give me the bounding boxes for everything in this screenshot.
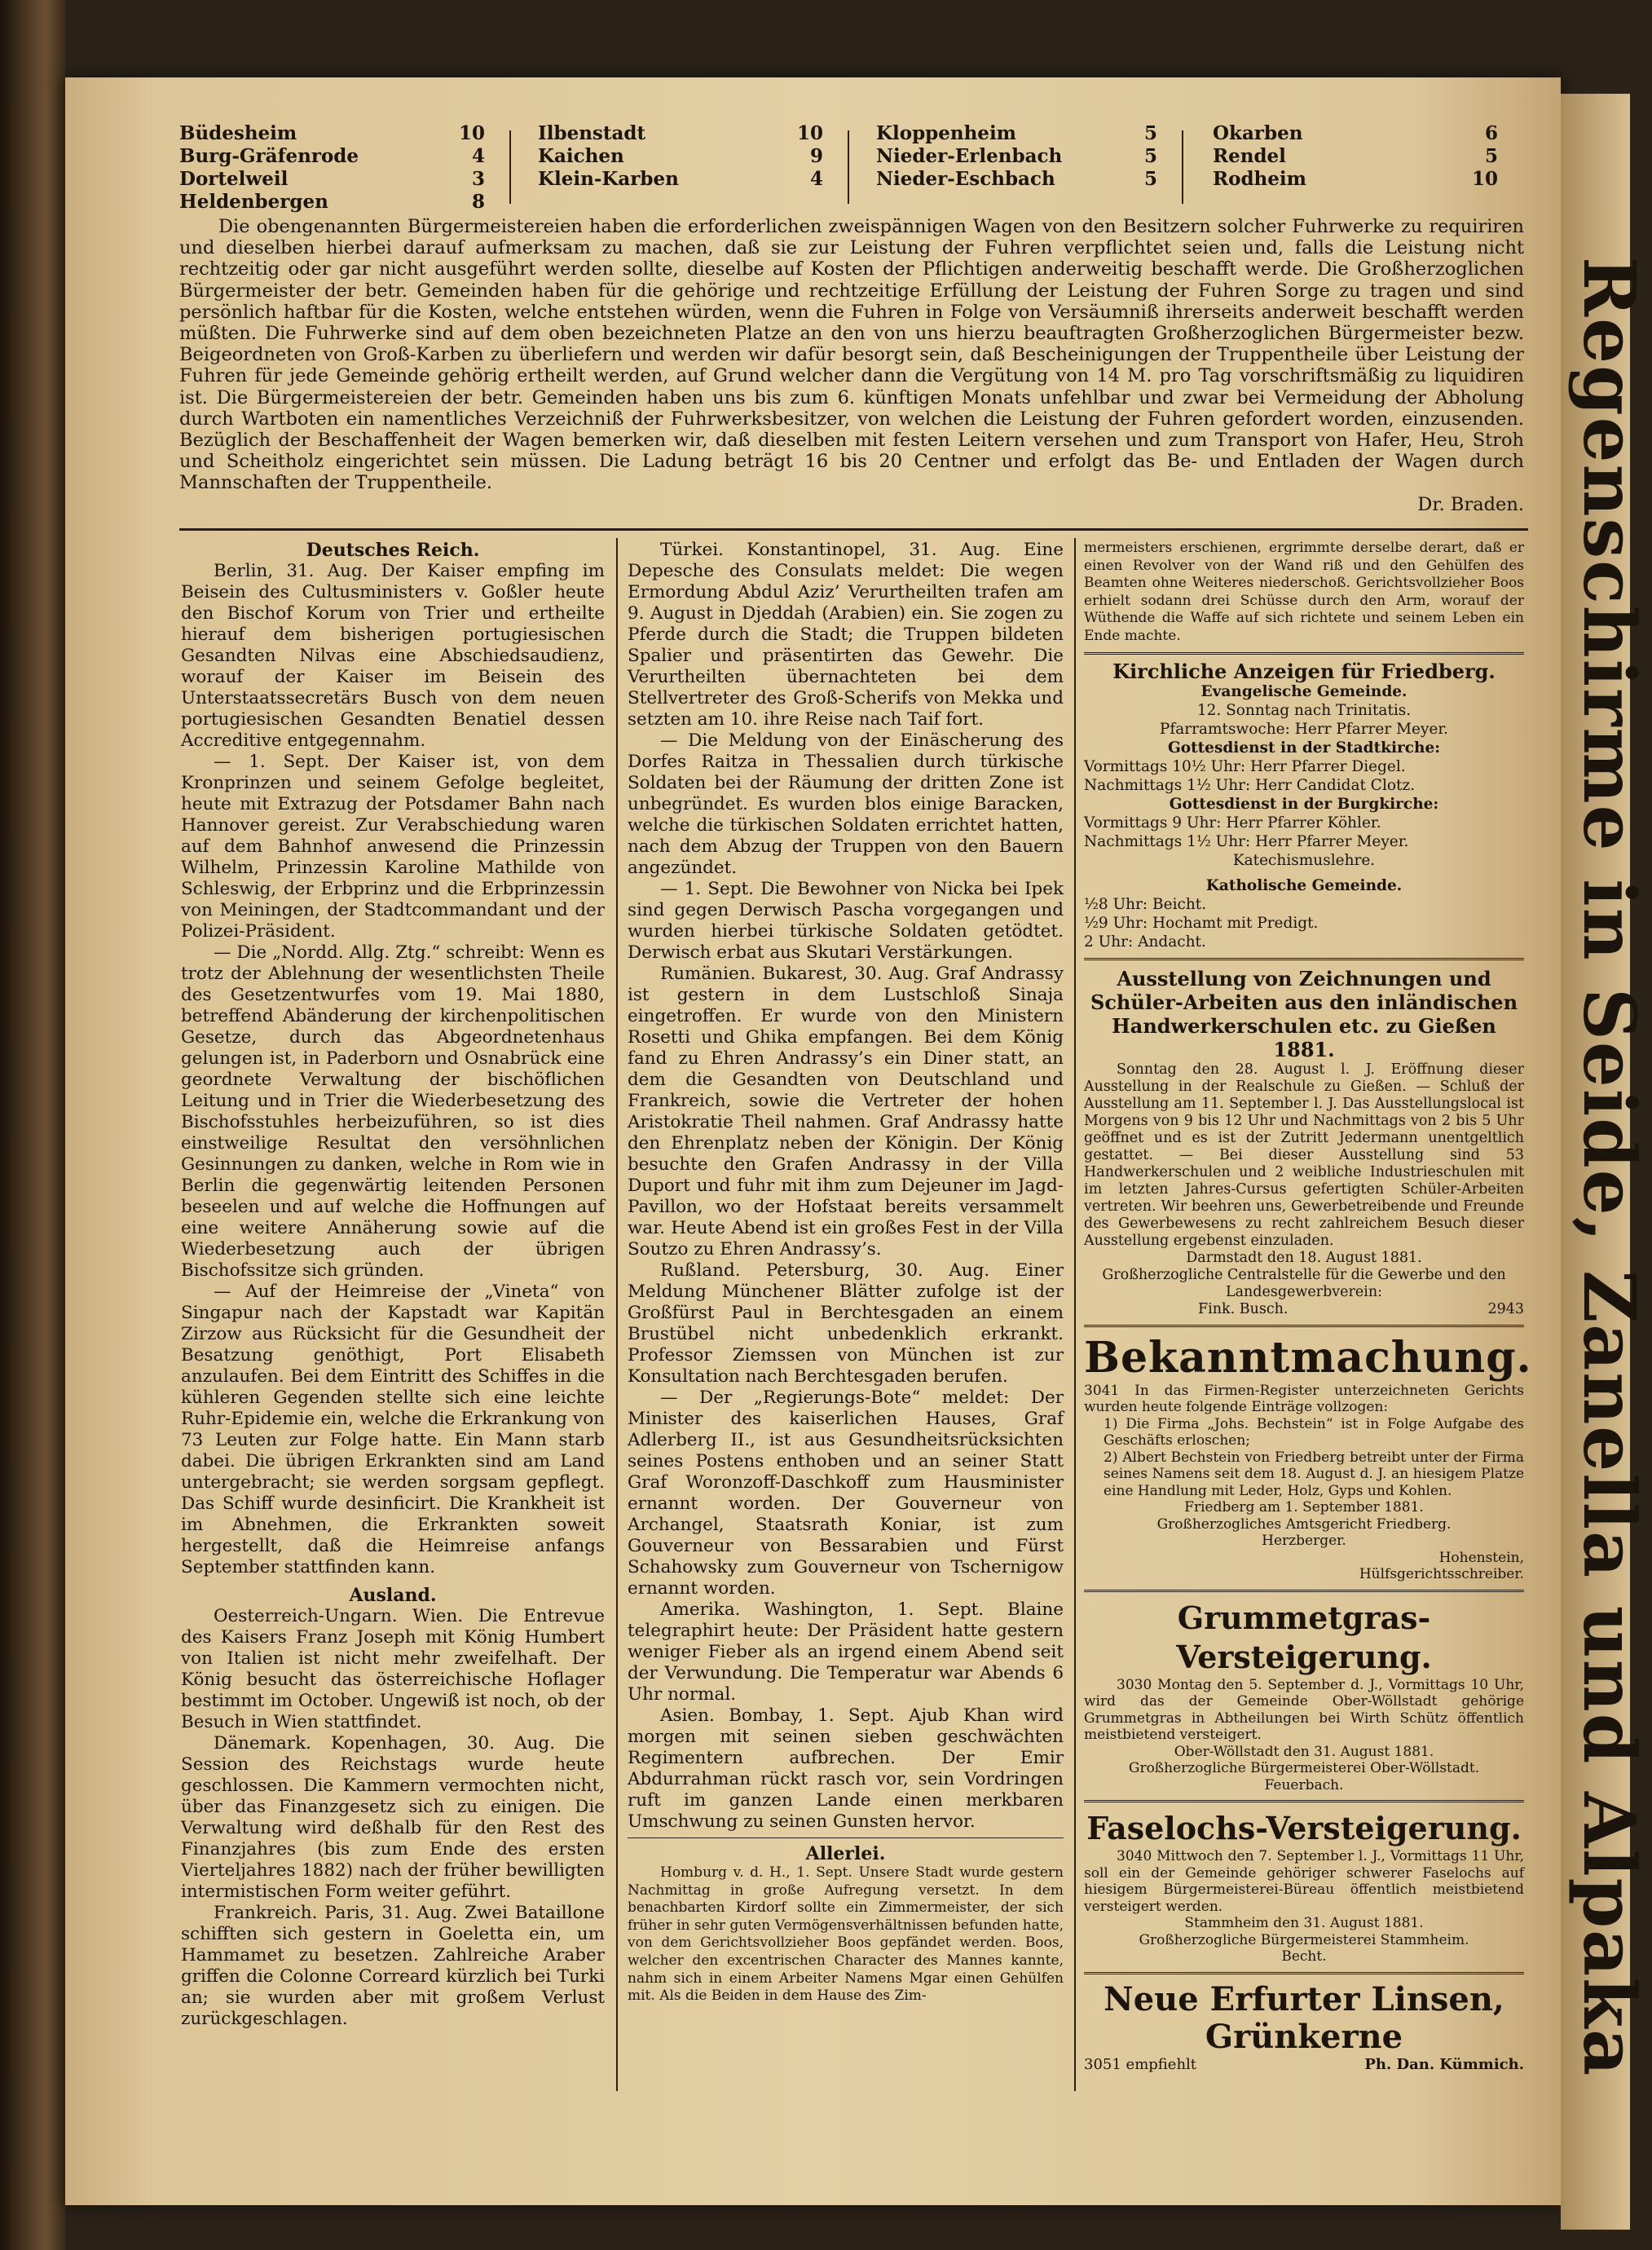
article: — Der „Regierungs-Bote“ meldet: Der Minister des kaiserlichen Hauses, Graf Adlerberg II., ist aus Gesundheitsrücksichten seines Postens enthoben und an seiner Statt Graf Woronzoff-Daschkoff zum Hausminister ernannt worden. Der Gouverneur von Archangel, Staatsrath Koniar, ist zum Gouverneur von Bessarabien und Fürst Schahowsky zum Gouverneur von Tschernigow ernannt worden. — [628, 1388, 1064, 1599]
section-heading: Deutsches Reich. — [306, 540, 480, 561]
bek-item: 2) Albert Bechstein von Friedberg betreibt unter der Firma seines Namens seit dem 18. August d. J. an hiesigem Platze eine Handlung mit Leder, Holz, Gyps und Kohlen. — [1104, 1449, 1524, 1499]
fa-signature: Becht. — [1281, 1948, 1327, 1965]
table-row: Burg-Gräfenrode 4 — [179, 145, 485, 167]
evangelical-heading: Evangelische Gemeinde. — [1200, 682, 1408, 700]
table-row: Büdesheim 10 — [179, 122, 485, 144]
linsen-title-1: Neue Erfurter Linsen, — [1104, 1979, 1504, 2018]
exhibition-text: Sonntag den 28. August l. J. Eröffnung dieser Ausstellung in der Realschule zu Gießen. — Schluß der Ausstellung am 11. September l. J. Das Ausstellungslocal ist Morgens von 9 bis 12 Uhr und Nachmittags von 2 bis 5 Uhr geöffnet und es ist der Zutritt Jedermann unentgeltlich gestattet. — Bei dieser Ausstellung sind 53 Handwerkerschulen und 2 weibliche Industrieschulen mit im letzten Jahres-Cursus gefertigten Schüler-Arbeiten vertreten. Wir beehren uns, Gewerbetreibende und Freunde des Gewerbewesens zu recht zahlreichem Besuch dieser Ausstellung ergebenst einzuladen. — [1084, 1061, 1524, 1249]
table-row: Kaichen 9 — [538, 145, 823, 167]
linsen-signature: Ph. Dan. Kümmich. — [1364, 2055, 1524, 2073]
grummetgras-body — [1084, 1677, 1524, 1794]
article: — Die „Nordd. Allg. Ztg.“ schreibt: Wenn es trotz der Ablehnung der wesentlichsten Theile des Gesetzentwurfes vom 19. Mai 1880, betreffend Abänderung der kirchenpolitischen Gesetze, durch das Abgeordnetenhaus gelungen ist, in Paderborn und Osnabrück eine geordnete Verwaltung der bischöflichen Leitung und in Trier die Wiederbesetzung des Bischofsstuhles herbeizuführen, so ist dies einstweilige Resultat den versöhnlichen Gesinnungen zu danken, welche in Rom wie in Berlin die gegenwärtig leitenden Personen beseelen und auf welche die Hoffnungen auf eine weitere Annäherung sowie auf die Wiederbesetzung auch der übrigen Bischofssitze sich gründen. — [181, 942, 605, 1281]
table-row: Nieder-Erlenbach 5 — [876, 145, 1157, 167]
village-table-col4 — [1213, 122, 1498, 191]
service-line: Vormittags 10½ Uhr: Herr Pfarrer Diegel. — [1084, 757, 1406, 775]
service-line: Nachmittags 1½ Uhr: Herr Pfarrer Meyer. — [1084, 832, 1409, 850]
column-2 — [628, 540, 1064, 2005]
table-row: Rodheim 10 — [1213, 168, 1498, 190]
article: Rußland. Petersburg, 30. Aug. Einer Meldung Münchener Blätter zufolge ist der Großfürst Paul in Berchtesgaden an einem Brustübel nicht unbedenklich erkrankt. Professor Ziemssen von München ist zur Konsultation nach Berchtesgaden berufen. — [628, 1260, 1064, 1387]
exhibition-signature: Fink. Busch. — [1198, 1300, 1289, 1317]
church-notices-title: Kirchliche Anzeigen für Friedberg. — [1112, 659, 1496, 683]
article: — Auf der Heimreise der „Vineta“ von Singapur nach der Kapstadt war Kapitän Zirzow aus Rücksicht für die Gesundheit der Besatzung genöthigt, Port Elisabeth anzulaufen. Bei dem Eintritt des Schiffes in die kühleren Gegenden stellte sich eine leichte Ruhr-Epidemie ein, welche die Erkrankung von 73 Leuten zur Folge hatte. Ein Mann starb dabei. Die übrigen Erkrankten sind am Land untergebracht; sie werden sorgsam gepflegt. Das Schiff wurde desinficirt. Die Krankheit ist im Abnehmen, die Erkrankten soweit hergestellt, daß die Heimreise anfangs September stattfinden kann. — [181, 1282, 605, 1577]
service-line: ½9 Uhr: Hochamt mit Predigt. — [1084, 914, 1319, 932]
service-line: ½8 Uhr: Beicht. — [1084, 895, 1207, 913]
article: Rumänien. Bukarest, 30. Aug. Graf Andrassy ist gestern in dem Lustschloß Sinaja eingetroffen. Er wurde von den Ministern Rosetti und Ghika empfangen. Bei dem König fand zu Ehren Andrassy’s ein Diner statt, an dem die Gesandten von Deutschland und Frankreich, sowie die Vertreter der hohen Aristokratie Theil nahmen. Graf Andrassy hatte den Ehrenplatz neben der Königin. Der König besuchte den Grafen Andrassy in der Villa Duport und fuhr mit ihm zum Dejeuner im Jagd-Pavillon, wo der Hofstaat bereits versammelt war. Heute Abend ist ein großes Fest in der Villa Soutzo zu Ehren Andrassy’s. — [628, 964, 1064, 1260]
adjacent-page-edge — [1561, 94, 1652, 2230]
article: Türkei. Konstantinopel, 31. Aug. Eine Depesche des Consulats meldet: Die wegen Ermordung Abdul Aziz’ Verurtheilten trafen am 9. August in Djeddah (Arabien) ein. Sie zogen zu Pferde durch die Stadt; die Truppen bildeten Spalier und präsentirten das Gewehr. Die Verurtheilten übernachteten bei dem Stellvertreter des Groß-Scherifs von Mekka und setzten am 10. ihre Reise nach Taif fort. — [628, 540, 1064, 730]
stadtkirche-heading: Gottesdienst in der Stadtkirche: — [1167, 739, 1441, 757]
official-notice — [179, 216, 1524, 515]
service-line: Vormittags 9 Uhr: Herr Pfarrer Köhler. — [1084, 814, 1381, 832]
book-spine — [0, 0, 65, 2250]
article: — 1. Sept. Die Bewohner von Nicka bei Ipek sind gegen Derwisch Pascha vorgegangen und wurden hierbei türkische Soldaten getödtet. Derwisch erbat aus Skutari Verstärkungen. — [628, 879, 1064, 963]
ad-number: 2943 — [1487, 1300, 1524, 1317]
village-table-col3 — [876, 122, 1157, 191]
bek-date: Friedberg am 1. September 1881. — [1184, 1499, 1424, 1516]
column-divider — [1182, 130, 1183, 204]
article-continued: mermeisters erschienen, ergrimmte derselbe derart, daß er einen Revolver von der Wand riß und den Gehülfen des Beamten ohne Weiteres niederschoß. Gerichtsvollzieher Boos erhielt sodann drei Schüsse durch den Arm, worauf der Wüthende die Waffe auf sich richtete und seinem Leben ein Ende machte. — [1084, 540, 1524, 644]
table-row: Heldenbergen 8 — [179, 191, 485, 213]
exhibition-signature-row — [1084, 1301, 1524, 1318]
linsen-empfiehlt: empfiehlt — [1126, 2055, 1197, 2073]
bek-signature: Herzberger. — [1262, 1533, 1346, 1550]
adjacent-page-title: Regenschirme in Seide, Zanella und Alpaka — [1567, 257, 1652, 2078]
bek-signature: Hohenstein, — [1438, 1549, 1524, 1566]
linsen-title-2: Grünkerne — [1205, 2017, 1403, 2056]
article: Dänemark. Kopenhagen, 30. Aug. Die Session des Reichstags wurde heute geschlossen. Die Kammern vermochten nicht, über das Finanzgesetz sich zu einigen. Die Verwaltung wird deßhalb für den Rest des Finanzjahres (bis zum Ende des ersten Vierteljahres 1882) nach der früher bewilligten intermistischen Form weiter geführt. — [181, 1733, 605, 1902]
article: Asien. Bombay, 1. Sept. Ajub Khan wird morgen mit seinen sieben geschwächten Regimentern aufbrechen. Der Emir Abdurrahman rückt rasch vor, sein Vordringen ruft im ganzen Lande einen merkbaren Umschwung zu seinen Gunsten hervor. — [628, 1705, 1064, 1832]
bek-signature: Hülfsgerichtsschreiber. — [1359, 1566, 1524, 1583]
table-row: Klein-Karben 4 — [538, 168, 823, 190]
church-notices — [1084, 682, 1524, 951]
article: Berlin, 31. Aug. Der Kaiser empfing im Beisein des Cultusministers v. Goßler heute den Bischof Korum von Trier und ertheilte hierauf dem bisherigen portugiesischen Gesandten Nilvas eine Abschiedsaudienz, worauf der Kaiser im Beisein des Unterstaatssecretärs Busch von dem neuen portugiesischen Gesandten Benatiel dessen Accreditive entgegennahm. — [181, 561, 605, 751]
article: Frankreich. Paris, 31. Aug. Zwei Bataillone schifften sich gestern in Goeletta ein, um Hammamet zu besetzen. Zahlreiche Araber griffen die Colonne Correard kürzlich bei Turki an; sie wurden aber mit großem Verlust zurückgeschlagen. — [181, 1903, 605, 2029]
table-row: Dortelweil 3 — [179, 168, 485, 190]
faselochs-title: Faselochs-Versteigerung. — [1086, 1810, 1522, 1847]
fa-text: 3040 Mittwoch den 7. September l. J., Vormittags 11 Uhr, soll ein der Gemeinde gehöriger schwerer Faselochs auf hiesigem Bürgermeisterei-Büreau öffentlich meistbietend versteigert werden. — [1084, 1848, 1524, 1915]
column-divider — [616, 538, 618, 2091]
pfarramt-line: Pfarramtswoche: Herr Pfarrer Meyer. — [1159, 720, 1449, 738]
bek-intro: 3041 In das Firmen-Register unterzeichneten Gerichts wurden heute folgende Einträge vollzogen: — [1084, 1382, 1524, 1416]
village-table-col1 — [179, 122, 485, 214]
article: Homburg v. d. H., 1. Sept. Unsere Stadt wurde gestern Nachmittag in große Aufregung versetzt. In dem benachbarten Kirdorf sollte ein Zimmermeister, der sich früher in sehr guten Vermögensverhältnissen befunden hatte, von dem Gerichtsvollzieher Boos gepfändet werden. Boos, welcher den excentrischen Character des Mannes kannte, nahm sich in einem Arbeiter Namens Mgar einen Gehülfen mit. Als die Beiden in dem Hause des Zim- — [628, 1864, 1064, 2005]
bek-court: Großherzogliches Amtsgericht Friedberg. — [1156, 1515, 1452, 1533]
exhibition-title: Ausstellung von Zeichnungen und Schüler-Arbeiten aus den inländischen Handwerkerschulen etc. zu Gießen 1881. — [1090, 966, 1518, 1061]
village-table-col2 — [538, 122, 823, 191]
exhibition-date: Darmstadt den 18. August 1881. — [1186, 1249, 1422, 1266]
section-rule — [179, 528, 1528, 531]
column-1 — [181, 540, 605, 2030]
bek-item: 1) Die Firma „Johs. Bechstein“ ist in Folge Aufgabe des Geschäfts erloschen; — [1104, 1415, 1524, 1449]
column-divider — [509, 130, 511, 204]
column-divider — [1074, 538, 1076, 2091]
column-divider — [848, 130, 849, 204]
grummetgras-title: Grummetgras-Versteigerung. — [1176, 1599, 1432, 1675]
table-row: Rendel 5 — [1213, 145, 1498, 167]
service-line: Nachmittags 1½ Uhr: Herr Candidat Clotz. — [1084, 776, 1416, 794]
service-line: 2 Uhr: Andacht. — [1084, 933, 1206, 951]
fa-org: Großherzogliche Bürgermeisterei Stammheim. — [1139, 1931, 1469, 1948]
gr-signature: Feuerbach. — [1264, 1776, 1344, 1793]
ad-number: 3051 — [1084, 2055, 1121, 2073]
fa-date: Stammheim den 31. August 1881. — [1184, 1915, 1424, 1932]
faselochs-body — [1084, 1848, 1524, 1965]
bekanntmachung-body — [1084, 1383, 1524, 1583]
section-heading: Ausland. — [349, 1585, 437, 1606]
bekanntmachung-title: Bekanntmachung. — [1084, 1332, 1532, 1383]
article: Amerika. Washington, 1. Sept. Blaine telegraphirt heute: Der Präsident hatte gestern weniger Fieber als an irgend einem Abend seit der Verwundung. Die Temperatur war Abends 6 Uhr normal. — [628, 1599, 1064, 1705]
katechismus-line: Katechismuslehre. — [1232, 851, 1376, 869]
section-heading: Allerlei. — [805, 1843, 886, 1864]
gr-org: Großherzogliche Bürgermeisterei Ober-Wöllstadt. — [1128, 1760, 1480, 1777]
catholic-heading: Katholische Gemeinde. — [1205, 876, 1403, 894]
article: — 1. Sept. Der Kaiser ist, von dem Kronprinzen und seinem Gefolge begleitet, heute mit Extrazug der Potsdamer Bahn nach Hannover gereist. Zur Verabschiedung waren auf dem Bahnhof anwesend die Prinzessin Wilhelm, Prinzessin Karoline Mathilde von Schleswig, der Erbprinz und die Erbprinzessin von Meiningen, der Stadtcommandant und der Polizei-Präsident. — [181, 752, 605, 942]
gr-text: 3030 Montag den 5. September d. J., Vormittags 10 Uhr, wird das der Gemeinde Ober-Wöllstadt gehörige Grummetgras in Abtheilungen bei Wirth Schütz öffentlich meistbietend versteigert. — [1084, 1676, 1524, 1744]
table-row: Nieder-Eschbach 5 — [876, 168, 1157, 190]
article: Oesterreich-Ungarn. Wien. Die Entrevue des Kaisers Franz Joseph mit König Humbert von Italien ist nicht mehr zweifelhaft. Der König besucht das österreichische Hoflager bestimmt im October. Ungewiß ist noch, ob der Besuch in Wien stattfindet. — [181, 1606, 605, 1732]
sunday-line: 12. Sonntag nach Trinitatis. — [1196, 701, 1412, 719]
table-row: Okarben 6 — [1213, 122, 1498, 144]
exhibition-org: Großherzogliche Centralstelle für die Gewerbe und den Landesgewerbverein: — [1102, 1266, 1506, 1300]
column-3 — [1084, 540, 1532, 2073]
linsen-footer — [1084, 2056, 1524, 2074]
notice-signature: Dr. Braden. — [1417, 493, 1524, 515]
table-row: Kloppenheim 5 — [876, 122, 1157, 144]
table-row: Ilbenstadt 10 — [538, 122, 823, 144]
burgkirche-heading: Gottesdienst in der Burgkirche: — [1169, 795, 1439, 813]
article: — Die Meldung von der Einäscherung des Dorfes Raitza in Thessalien durch türkische Soldaten bei der Räumung der dritten Zone ist unbegründet. Es wurden blos einige Baracken, welche die türkischen Soldaten errichtet hatten, nach dem Abzug der Truppen von den Bauern angezündet. — [628, 730, 1064, 878]
gr-date: Ober-Wöllstadt den 31. August 1881. — [1174, 1743, 1434, 1760]
notice-text: Die obengenannten Bürgermeistereien haben die erforderlichen zweispännigen Wagen von den Besitzern solcher Fuhrwerke zu requiriren und dieselben hierbei darauf aufmerksam zu machen, daß sie zur Leistung der Fuhren verpflichtet seien und, falls die Leistung nicht rechtzeitig oder gar nicht ausgeführt werden sollte, dieselbe auf Kosten der Pflichtigen anderweitig beschafft werde. Die Großherzoglichen Bürgermeister der betr. Gemeinden haben für die gehörige und rechtzeitige Erfüllung der Leistung der Fuhren Sorge zu tragen und sind persönlich haftbar für die Kosten, welche entstehen würden, wenn die Fuhren in Folge von Versäumniß ihrerseits anderweit beschafft werden müßten. Die Fuhrwerke sind auf dem oben bezeichneten Platze an den von uns hierzu beauftragten Großherzoglichen Bürgermeister bezw. Beigeordneten von Groß-Karben zu überliefern und werden wir dafür besorgt sein, daß Bescheinigungen der Truppentheile über Leistung der Fuhren für jede Gemeinde gehörig ertheilt werden, auf Grund welcher dann die Vergütung von 14 M. pro Tag vorschriftsmäßig zu liquidiren ist. Die Bürgermeistereien der betr. Gemeinden haben uns bis zum 6. künftigen Monats unfehlbar und zwar bei Vermeidung der Abholung durch Wartboten ein namentliches Verzeichniß der Fuhrwerksbesitzer, von welchen die Leistung der Fuhren gefordert worden, einzusenden. Bezüglich der Beschaffenheit der Wagen bemerken wir, daß dieselben mit festen Leitern versehen und zum Transport von Hafer, Heu, Stroh und Scheitholz eingerichtet sein müssen. Die Ladung beträgt 16 bis 20 Centner und erfolgt das Be- und Entladen der Wagen durch Mannschaften der Truppentheile. — [179, 216, 1524, 494]
